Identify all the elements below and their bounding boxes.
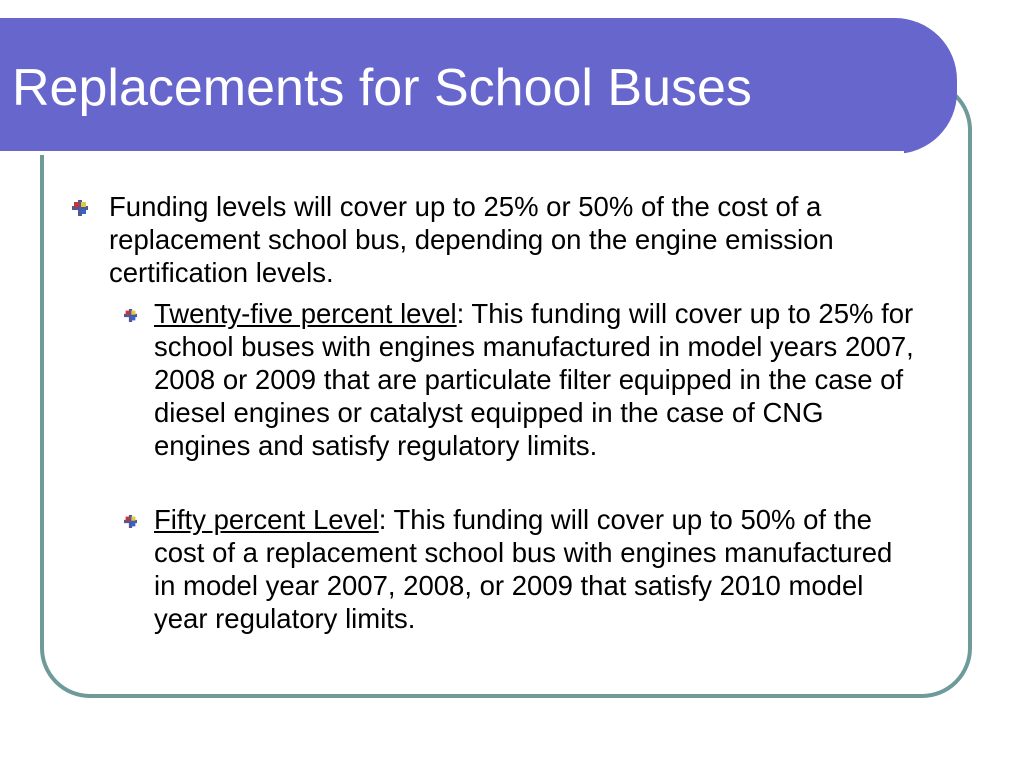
twenty-five-percent-term: Twenty-five percent level [154, 298, 457, 329]
bullet-fifty-percent [154, 503, 914, 635]
sub-bullet-marker-icon [124, 515, 137, 528]
bullet-twenty-five-percent [154, 297, 914, 462]
slide-title: Replacements for School Buses [12, 59, 752, 117]
title-underline [0, 151, 904, 155]
bullet-marker-icon [72, 200, 88, 216]
fifty-percent-text: : This funding will cover up to 50% of the cost of a replacement school bus with engines manufactured in model year 2007, 2008, or 2009 that satisfy 2010 model year regulatory limits. [154, 504, 893, 634]
bullet-funding-levels: Funding levels will cover up to 25% or 50% of the cost of a replacement school bus, depending on the engine emission certification levels. [109, 191, 834, 288]
twenty-five-percent-text: : This funding will cover up to 25% for school buses with engines manufactured in model years 2007, 2008 or 2009 that are particulate filter equipped in the case of diesel engines or catalyst equipped in the case of CNG engines and satisfy regulatory limits. [154, 298, 914, 461]
fifty-percent-term: Fifty percent Level [154, 504, 379, 535]
title-bar [0, 18, 957, 154]
sub-bullet-marker-icon [124, 309, 137, 322]
